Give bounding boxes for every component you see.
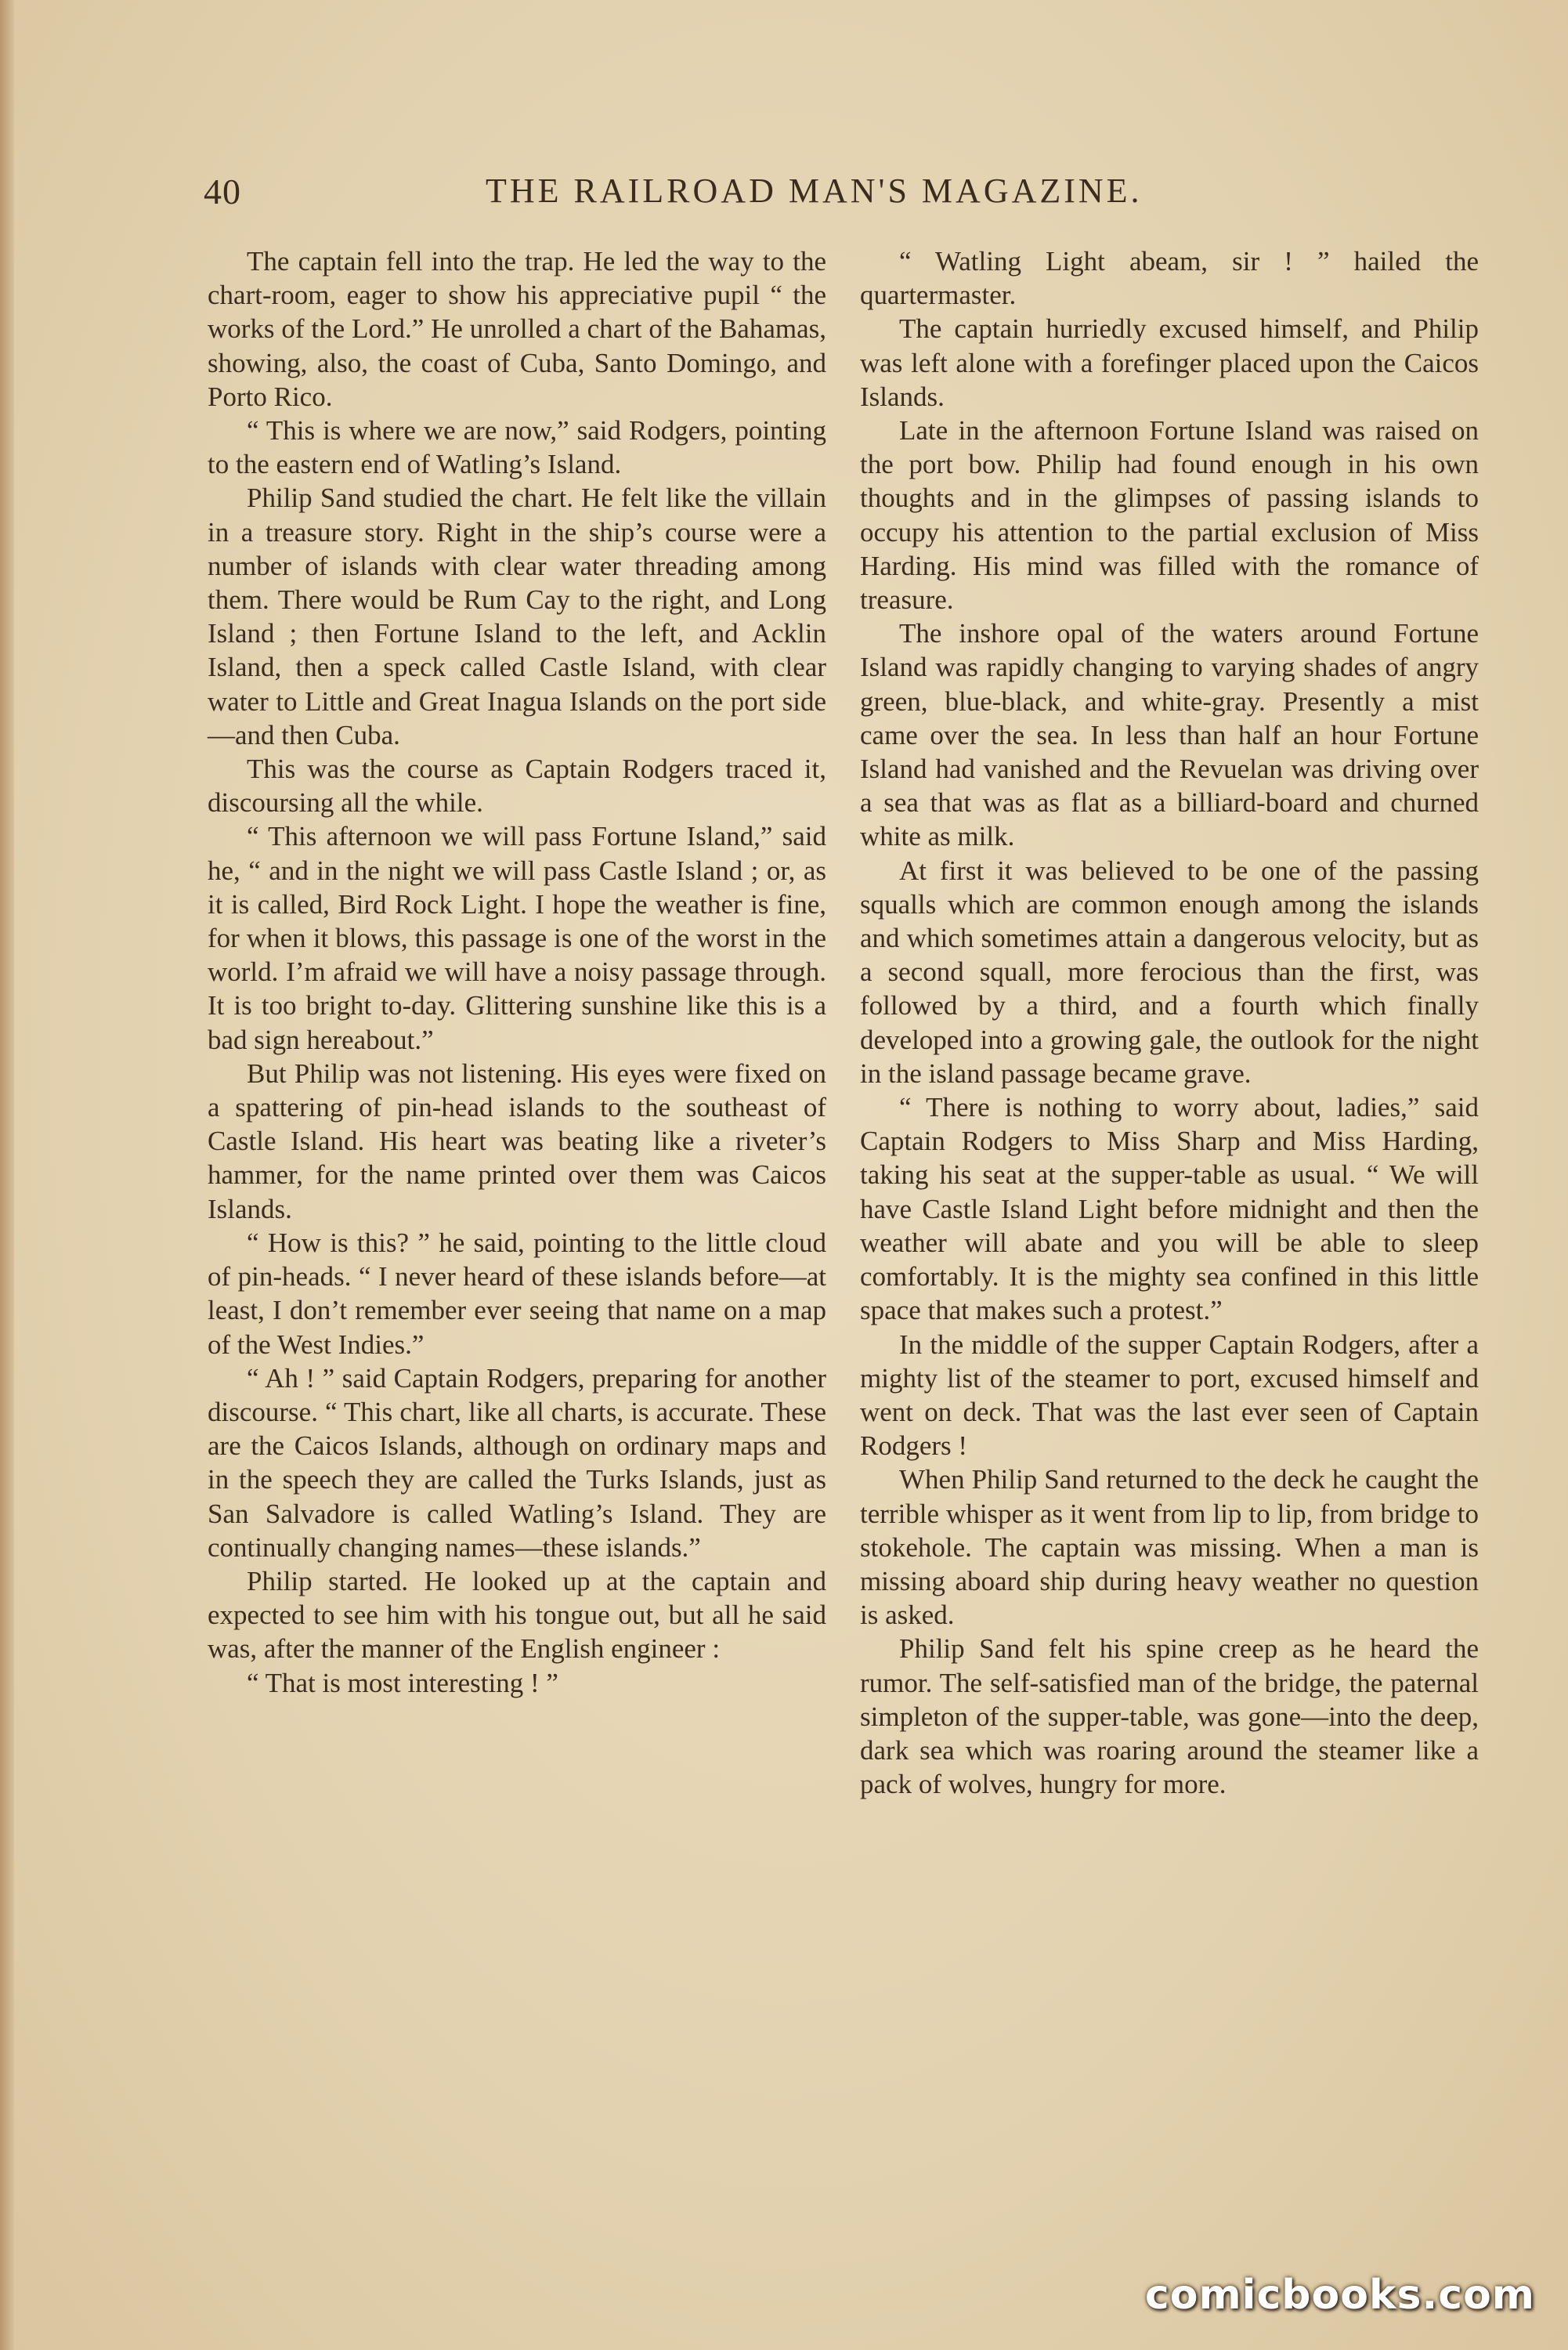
page-number: 40 xyxy=(204,172,241,212)
paragraph: “ Watling Light abeam, sir ! ” hailed the quartermaster. xyxy=(860,246,1479,311)
paragraph: The captain fell into the trap. He led the way to the chart-room, eager to show his appreciative pupil “ the works of the Lord.” He unrolled a chart of the Bahamas, showing, also, the coast of Cuba, Santo Domingo, and Porto Rico. xyxy=(208,246,826,412)
paragraph: “ There is nothing to worry about, ladies,” said Captain Rodgers to Miss Sharp and Miss Harding, taking his seat at the supper-table as usual. “ We will have Castle Island Light before midnight and then the weather will abate and you will be able to sleep comfortably. It is the mighty sea confined in this little space that makes such a protest.” xyxy=(860,1092,1479,1326)
paragraph: Philip Sand felt his spine creep as he heard the rumor. The self-satisfied man of the bridge, the paternal simpleton of the supper-table, was gone—into the deep, dark sea which was roaring around the steamer like a pack of wolves, hungry for more. xyxy=(860,1633,1479,1800)
running-head: THE RAILROAD MAN'S MAGAZINE. xyxy=(486,172,1143,210)
paragraph: The inshore opal of the waters around Fortune Island was rapidly changing to varying shades of angry green, blue-black, and white-gray. Presently a mist came over the sea. In less than half an hour Fortune Island had vanished and the Revuelan was driving over a sea that was as flat as a billiard-board and churned white as milk. xyxy=(860,618,1479,852)
page-edge xyxy=(0,0,14,2350)
watermark-logo: comicbooks.com xyxy=(1144,2272,1535,2319)
paragraph: “ That is most interesting ! ” xyxy=(247,1667,558,1698)
paragraph: The captain hurriedly excused himself, and Philip was left alone with a forefinger placed upon the Caicos Islands. xyxy=(860,313,1479,412)
paragraph: Philip started. He looked up at the captain and expected to see him with his tongue out, but all he said was, after the manner of the English engineer : xyxy=(208,1565,826,1665)
left-column xyxy=(208,244,826,1700)
paragraph: When Philip Sand returned to the deck he caught the terrible whisper as it went from lip to lip, from bridge to stokehole. The captain was missing. When a man is missing aboard ship during heavy weather no question is asked. xyxy=(860,1464,1479,1631)
paragraph: At first it was believed to be one of the passing squalls which are common enough among the islands and which sometimes attain a dangerous velocity, but as a second squall, more ferocious than the first, was followed by a third, and a fourth which finally developed into a growing gale, the outlook for the night in the island passage became grave. xyxy=(860,855,1479,1089)
paragraph: “ How is this? ” he said, pointing to the little cloud of pin-heads. “ I never heard of these islands before—at least, I don’t remember ever seeing that name on a map of the West Indies.” xyxy=(208,1227,826,1360)
paragraph: In the middle of the supper Captain Rodgers, after a mighty list of the steamer to port, excused himself and went on deck. That was the last ever seen of Captain Rodgers ! xyxy=(860,1329,1479,1462)
paragraph: But Philip was not listening. His eyes were fixed on a spattering of pin-head islands to the southeast of Castle Island. His heart was beating like a riveter’s hammer, for the name printed over them was Caicos Islands. xyxy=(208,1058,826,1224)
right-column xyxy=(860,244,1479,1801)
paragraph: “ This afternoon we will pass Fortune Island,” said he, “ and in the night we will pass Castle Island ; or, as it is called, Bird Rock Light. I hope the weather is fine, for when it blows, this passage is one of the worst in the world. I’m afraid we will have a noisy passage through. It is too bright to-day. Glittering sunshine like this is a bad sign hereabout.” xyxy=(208,821,826,1055)
paragraph: “ Ah ! ” said Captain Rodgers, preparing for another discourse. “ This chart, like all charts, is accurate. These are the Caicos Islands, although on ordinary maps and in the speech they are called the Turks Islands, just as San Salvadore is called Watling’s Island. They are continually changing names—these islands.” xyxy=(208,1362,826,1563)
paragraph: This was the course as Captain Rodgers traced it, discoursing all the while. xyxy=(208,754,826,819)
page-header xyxy=(204,171,1378,226)
paragraph: Philip Sand studied the chart. He felt like the villain in a treasure story. Right in the ship’s course were a number of islands with clear water threading among them. There would be Rum Cay to the right, and Long Island ; then Fortune Island to the left, and Acklin Island, then a speck called Castle Island, with clear water to Little and Great Inagua Islands on the port side—and then Cuba. xyxy=(208,483,826,750)
paragraph: Late in the afternoon Fortune Island was raised on the port bow. Philip had found enough in his own thoughts and in the glimpses of passing islands to occupy his attention to the partial exclusion of Miss Harding. His mind was filled with the romance of treasure. xyxy=(860,415,1479,616)
paragraph: “ This is where we are now,” said Rodgers, pointing to the eastern end of Watling’s Island. xyxy=(208,415,826,480)
